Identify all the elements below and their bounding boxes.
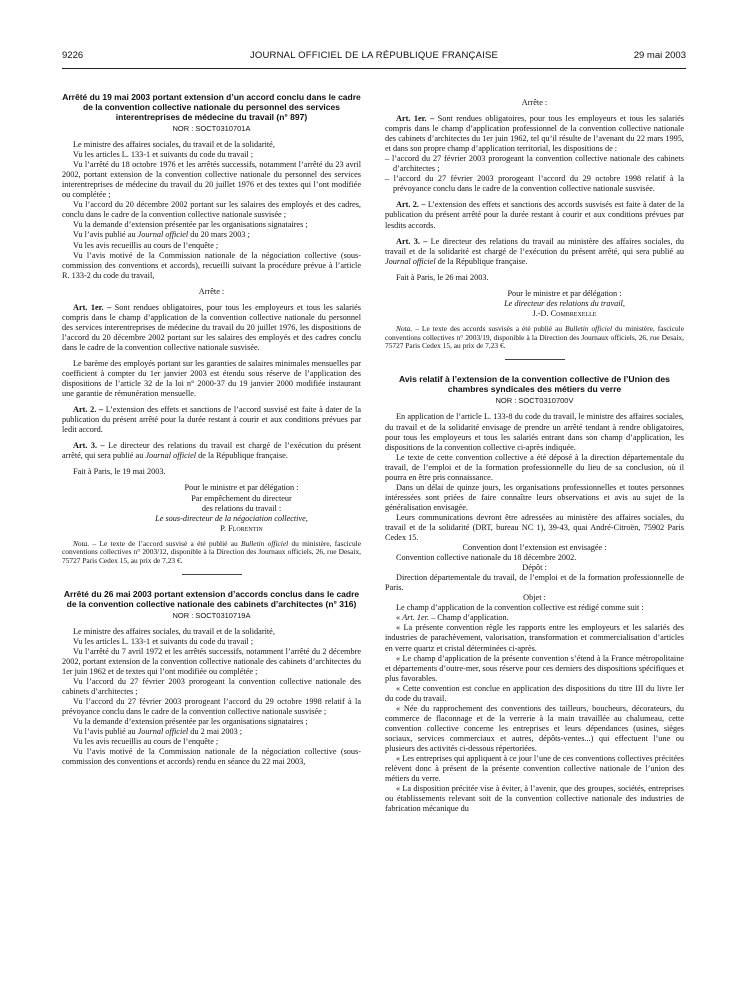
paragraph: Objet :: [523, 593, 546, 603]
right-column: [385, 98, 684, 814]
paragraph: « Les entreprises qui appliquent à ce jour l’une de ces conventions collectives précitées relèvent donc à présent de la présente convention collective nationale de l’union des métiers du verre.: [385, 754, 684, 784]
paragraph: Vu l’accord du 27 février 2003 prorogeant l’accord du 29 octobre 1998 relatif à la prévoyance conclu dans le cadre de la convention collective nationale susvisée ;: [62, 697, 361, 717]
signature-line: Pour le ministre et par délégation :: [507, 288, 622, 298]
arrete-label: Arrête :: [521, 98, 548, 107]
arrete-label: Arrête :: [198, 286, 225, 296]
article-2: Art. 2. – L’extension des effets et sanctions de l’accord susvisé est faite à dater de la publication du présent arrêté pour la durée restant à courir et aux conditions prévues par ledit accord.: [62, 405, 361, 435]
paragraph: Vu l’avis publié au Journal officiel du 2 mai 2003 ;: [73, 727, 243, 737]
paragraph: « Née du rapprochement des conventions des tailleurs, boucheurs, décorateurs, du commerce de flaconnage et de la verrerie à la main travaillée au chalumeau, cette convention collective concerne les entreprises et leurs dépendances (usines, sièges sociaux, services commerciaux et autres, dépôts-ventes...) qui effectuent l’une ou plusieurs des activités ci-dessous répertoriées.: [385, 703, 684, 753]
article-1: Art. 1er. – Sont rendues obligatoires, pour tous les employeurs et tous les salariés compris dans le champ d’application professionnel de la convention collective nationale des cabinets d’architectes du 1er juin 1962, tel qu’il résulte de l’avenant du 22 mars 1995, et dans son propre champ d’application territorial, les dispositions de :: [385, 114, 684, 154]
nota: Nota. – Le texte de l’accord susvisé a été publié au Bulletin officiel du ministère, fascicule conventions collectives n° 2003/12, disponible à la Direction des Journaux officiels, 26, rue Desaix, 75727 Paris Cedex 15, au prix de 7,23 €.: [62, 538, 361, 566]
article-2: Art. 2. – L’extension des effets et sanctions des accords susvisés est faite à dater de la publication du présent arrêté pour la durée restant à courir et aux conditions prévues par lesdits accords.: [385, 200, 685, 230]
signature-place-date: Fait à Paris, le 19 mai 2003.: [73, 467, 166, 477]
paragraph: Le barème des employés portant sur les garanties de salaires minimales mensuelles par coefficient à compter du 1er janvier 2003 est étendu sous réserve de l’application des dispositions de l’article 32 de la loi n° 2000-37 du 19 janvier 2000 modifiée instaurant une garantie de rémunération mensuelle.: [62, 358, 361, 399]
article-3: Art. 3. – Le directeur des relations du travail au ministère des affaires sociales, du travail et de la solidarité est chargé de l’exécution du présent arrêté, qui sera publié au Journal officiel de la République française.: [385, 236, 684, 266]
paragraph: Convention dont l’extension est envisagée :: [462, 543, 607, 553]
signature-title: Le sous-directeur de la négociation collective,: [155, 513, 308, 523]
signature-line: des relations du travail :: [201, 503, 282, 513]
paragraph: « Art. 1er. – Champ d’application.: [396, 613, 509, 623]
decree-2-title: Arrêté du 26 mai 2003 portant extension d’accords conclus dans le cadre de la convention collective nationale des cabinets d’architectes (n° 316): [63, 588, 360, 609]
notice-title: Avis relatif à l’extension de la convention collective de l’Union des chambres syndicales des métiers du verre: [399, 374, 670, 395]
separator: [182, 574, 242, 575]
paragraph: Vu l’avis publié au Journal officiel du 20 mars 2003 ;: [73, 230, 250, 240]
paragraph: Convention collective nationale du 18 décembre 2002.: [396, 553, 577, 563]
signature-title: Le directeur des relations du travail,: [504, 298, 625, 308]
paragraph: « Le champ d’application de la présente convention s’étend à la France métropolitaine et départements d’outre-mer, sous réserve pour ces derniers des dispositions spécifiques et plus favorables.: [385, 653, 684, 683]
paragraph: Vu l’accord du 20 décembre 2002 portant sur les salaires des employés et des cadres, conclu dans le cadre de la convention collective nationale susvisée ;: [62, 200, 361, 220]
paragraph: Vu les avis recueillis au cours de l’enquête ;: [73, 737, 219, 747]
signatory-name: P. Florentin: [220, 523, 263, 533]
header-rule: [62, 68, 686, 69]
paragraph: Dépôt :: [522, 563, 547, 573]
paragraph: Vu l’avis motivé de la Commission nationale de la négociation collective (sous-commission des conventions et accords) rendu en séance du 22 mai 2003,: [62, 747, 361, 767]
signatory-name: J.-D. Combrexelle: [532, 308, 597, 318]
paragraph: Vu l’arrêté du 18 octobre 1976 et les arrêtés successifs, notamment l’arrêté du 23 avril 2002, portant extension de la convention collective nationale du personnel des services interentreprises de médecine du travail du 20 juillet 1976 et des textes qui l’ont modifiée ou complétée ;: [62, 160, 361, 200]
list-item: – l’accord du 27 février 2003 prorogeant l’accord du 29 octobre 1998 relatif à la prévoyance conclu dans le cadre de la convention collective nationale susvisée.: [385, 174, 684, 194]
decree-2-nor: NOR : SOCT0310719A: [172, 610, 251, 620]
separator: [505, 359, 565, 360]
article-1: Art. 1er. – Sont rendues obligatoires, pour tous les employeurs et tous les salariés compris dans le champ d’application de la convention collective nationale du personnel des services interentreprises de médecine du travail du 20 juillet 1976, les dispositions de l’accord du 20 décembre 2002 portant sur les salaires des employés et des cadres conclu dans le cadre de la convention collective nationale susvisée.: [62, 302, 361, 352]
paragraph: Dans un délai de quinze jours, les organisations professionnelles et toutes personnes intéressées sont priées de faire connaître leurs observations et avis au sujet de la généralisation envisagée.: [385, 482, 684, 512]
paragraph: En application de l’article L. 133-8 du code du travail, le ministre des affaires sociales, du travail et de la solidarité envisage de prendre un arrêté tendant à rendre obligatoires, pour tous les employeurs et tous les salariés entrant dans son champ d’application, les dispositions de la convention collective ci-après indiquée.: [385, 412, 684, 452]
paragraph: « Cette convention est conclue en application des dispositions du titre III du livre Ier du code du travail.: [385, 683, 684, 703]
signature-place-date: Fait à Paris, le 26 mai 2003.: [396, 272, 489, 282]
paragraph: Direction départementale du travail, de l’emploi et de la formation professionnelle de Paris.: [385, 573, 684, 593]
paragraph: Vu les avis recueillis au cours de l’enquête ;: [73, 240, 219, 250]
paragraph: « La présente convention règle les rapports entre les employeurs et les salariés des industries de parachèvement, valorisation, transformation et commercialisation d’articles en verre quartz et cristal déterminées ci-après.: [385, 623, 684, 653]
paragraph: Vu les articles L. 133-1 et suivants du code du travail ;: [73, 636, 254, 646]
issue-date: 29 mai 2003: [633, 50, 686, 61]
paragraph: Vu l’arrêté du 7 avril 1972 et les arrêtés successifs, notamment l’arrêté du 2 décembre 2002, portant extension de la convention collective nationale des cabinets d’architectes du 1er juin 1962 et de textes qui l’ont modifiée ou complétée ;: [62, 646, 361, 677]
paragraph: Vu l’accord du 27 février 2003 prorogeant la convention collective nationale des cabinets d’architectes ;: [62, 677, 361, 697]
nota: Nota. – Le texte des accords susvisés a été publié au Bulletin officiel du ministère, fascicule conventions collectives n° 2003/19, disponible à la Direction des Journaux officiels, 26, rue Desaix, 75727 Paris Cedex 15, au prix de 7,23 €.: [385, 323, 684, 351]
decree-1-title: Arrêté du 19 mai 2003 portant extension d’un accord conclu dans le cadre de la convention collective nationale du personnel des services interentreprises de médecine du travail (n° 897): [62, 92, 361, 122]
paragraph: Le texte de cette convention collective a été déposé à la direction départementale du travail, de l’emploi et de la formation professionnelle du lieu de sa conclusion, où il pourra en être pris connaissance.: [385, 452, 684, 482]
paragraph: Le ministre des affaires sociales, du travail et de la solidarité,: [73, 626, 275, 636]
page-number: 9226: [62, 50, 84, 61]
paragraph: Le ministre des affaires sociales, du travail et de la solidarité,: [73, 140, 275, 150]
signature-line: Pour le ministre et par délégation :: [184, 483, 299, 493]
paragraph: Vu la demande d’extension présentée par les organisations signataires ;: [73, 717, 308, 727]
paragraph: « La disposition précitée vise à éviter, à l’avenir, que des groupes, sociétés, entreprises ou établissements relevant soit de la convention collective nationale des industries de fabrication mécanique du: [385, 784, 684, 814]
journal-title: JOURNAL OFFICIEL DE LA RÉPUBLIQUE FRANÇAISE: [249, 50, 499, 61]
left-column: [62, 92, 361, 768]
signature-line: Par empêchement du directeur: [191, 493, 292, 503]
paragraph: Le champ d’application de la convention collective est rédigé comme suit :: [396, 603, 644, 613]
paragraph: Leurs communications devront être adressées au ministère des affaires sociales, du travail et de la solidarité (DRT, bureau NC 1), 39-43, quai André-Citroën, 75902 Paris Cedex 15.: [385, 512, 684, 543]
notice-nor: NOR : SOCT0310700V: [495, 396, 574, 406]
decree-1-nor: NOR : SOCT0310701A: [172, 124, 251, 133]
page-header: [62, 50, 686, 64]
paragraph: Vu l’avis motivé de la Commission nationale de la négociation collective (sous-commission des conventions et accords), recueilli suivant la procédure prévue à l’article R. 133-2 du code du travail,: [62, 250, 361, 280]
paragraph: Vu la demande d’extension présentée par les organisations signataires ;: [73, 220, 308, 230]
paragraph: Vu les articles L. 133-1 et suivants du code du travail ;: [73, 150, 254, 160]
article-3: Art. 3. – Le directeur des relations du travail est chargé de l’exécution du présent arrêté, qui sera publié au Journal officiel de la République française.: [62, 441, 361, 461]
list-item: – l’accord du 27 février 2003 prorogeant la convention collective nationale des cabinets d’architectes ;: [385, 154, 684, 174]
